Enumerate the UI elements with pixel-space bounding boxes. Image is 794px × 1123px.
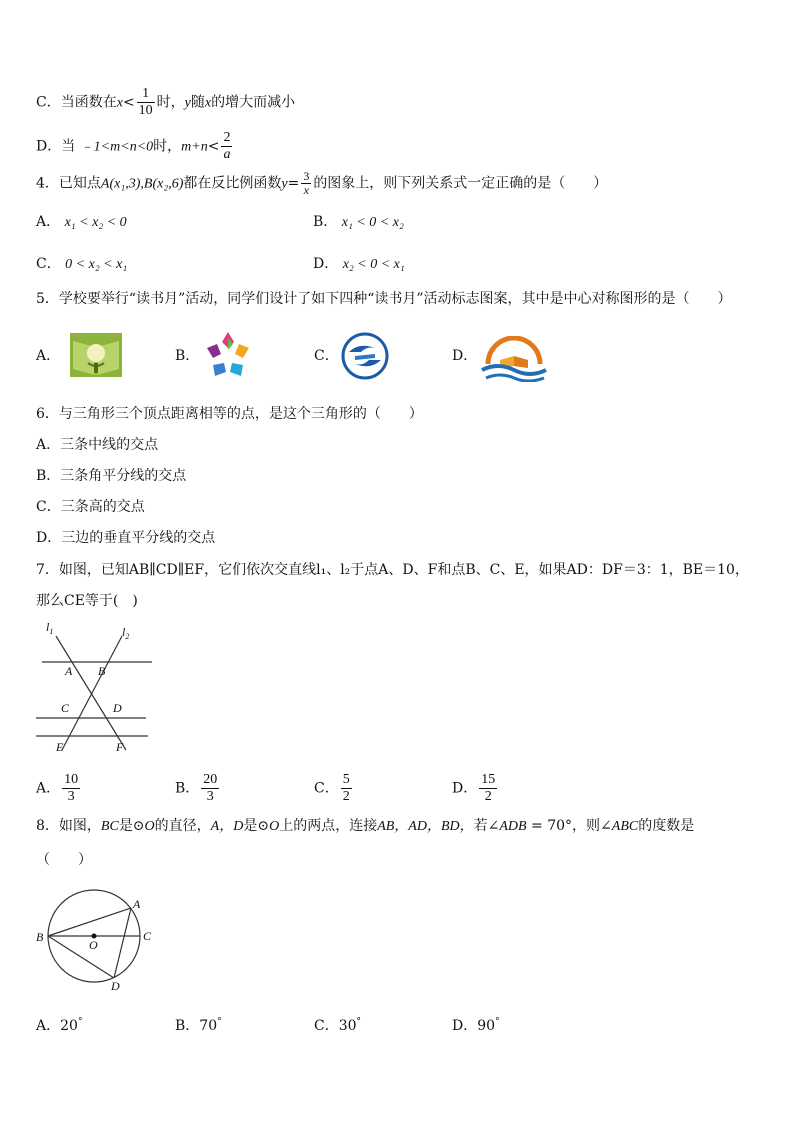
denominator: a (223, 147, 231, 162)
text: 8．如图， (36, 818, 101, 834)
option-label: A． (36, 1018, 61, 1034)
q6-option-b: B．三条角平分线的交点 (36, 468, 187, 484)
option-text: 0 < x₂ < x₁ (65, 257, 128, 272)
numerator: 3 (303, 169, 310, 183)
text: 若∠ (473, 818, 500, 834)
q8-option-b (175, 1012, 222, 1036)
point-b: B (143, 176, 153, 192)
fraction (301, 170, 311, 197)
q8-option-d (452, 1012, 500, 1036)
fraction (479, 772, 497, 805)
segment-bc: BC (100, 819, 119, 834)
q7-option-a (36, 772, 82, 805)
text: 的增大而减小 (211, 94, 296, 111)
label-o: O (89, 938, 98, 952)
segments: AB，AD，BD， (377, 819, 474, 834)
var-y: y (281, 176, 288, 192)
label-l1: $l_1$ (46, 620, 54, 636)
numerator: 5 (342, 772, 350, 787)
text: 4．已知点 (36, 175, 101, 192)
label-l2: $l_2$ (122, 625, 130, 641)
text: 的度数是 (638, 818, 695, 834)
text: 时， (153, 138, 182, 155)
logo-d-book-waves (480, 336, 548, 382)
q7-stem-cont: 那么CE等于( ) (36, 593, 138, 609)
q8-figure (34, 886, 158, 996)
segment-ab (48, 908, 131, 936)
q6-option-a: A．三条中线的交点 (36, 437, 159, 453)
q4-stem (36, 170, 607, 197)
point-a: A (100, 176, 110, 192)
points-ad: A，D (210, 819, 244, 834)
option-value: 20 (60, 1018, 78, 1034)
numerator: 2 (223, 130, 231, 145)
q5-stem: 5．学校要举行“读书月”活动，同学们设计了如下四种“读书月”活动标志图案，其中是中心对称图形的是（ ） (36, 291, 732, 307)
q8-option-a (36, 1012, 82, 1036)
coords: (x₁,3), (109, 176, 144, 192)
option-label: B． (175, 780, 200, 797)
q5-option-d-label: D． (452, 348, 478, 364)
option-label: C． (36, 256, 61, 272)
angle-adb: ADB (499, 819, 527, 834)
q8-stem (36, 816, 694, 837)
q3-option-d (36, 130, 234, 163)
less-than: < (207, 138, 220, 155)
option-label: D． (452, 780, 478, 797)
q3-option-c (36, 86, 295, 119)
equals: = (287, 175, 300, 192)
line-l2 (62, 636, 122, 750)
segment-ad (114, 908, 131, 978)
text: 是⊙ (118, 818, 145, 834)
fraction (221, 130, 232, 163)
q5-option-b-label: B． (175, 348, 200, 364)
q6-option-c: C．三条高的交点 (36, 499, 145, 515)
degree: ° (356, 1017, 362, 1027)
q7-option-c (314, 772, 354, 805)
q8-option-c (314, 1012, 361, 1036)
coords: (x₂,6) (152, 176, 184, 192)
option-text: x₁ < x₂ < 0 (64, 215, 127, 230)
q4-option-c (36, 254, 127, 275)
numerator: 10 (64, 772, 79, 787)
text: 时， (156, 94, 185, 111)
q7-stem: 7．如图，已知AB∥CD∥EF，它们依次交直线l₁、l₂于点A、D、F和点B、C、E，如果AD：DF＝3：1，BE＝10， (36, 562, 749, 578)
q7-figure (34, 618, 156, 756)
option-value: 30 (338, 1018, 357, 1034)
var-x: x (116, 95, 123, 111)
label-f: F (116, 740, 124, 754)
logo-a-book-sun (70, 333, 122, 377)
less-than: < (122, 94, 135, 111)
point-o: O (144, 819, 155, 834)
q4-option-d (313, 254, 405, 275)
option-value: 70 (199, 1018, 218, 1034)
label-e: E (56, 740, 64, 754)
text: 的直径， (154, 818, 211, 834)
q8-stem-cont: （ ） (36, 852, 92, 868)
q6-stem: 6．与三角形三个顶点距离相等的点，是这个三角形的（ ） (36, 406, 423, 422)
q4-option-a (36, 212, 127, 233)
q5-option-c-label: C． (314, 348, 339, 364)
degree: ° (495, 1017, 500, 1027)
option-label: D．当 (36, 138, 76, 155)
denominator: 3 (67, 789, 75, 804)
denominator: 3 (206, 789, 214, 804)
numerator: 1 (137, 86, 155, 103)
angle-abc: ABC (611, 819, 639, 834)
q5-option-a-label: A． (36, 348, 61, 364)
line-l1 (56, 636, 126, 750)
logo-c-circle-hands (341, 332, 389, 380)
label-b: B (98, 664, 106, 678)
numerator: 20 (203, 772, 218, 787)
option-label: C． (314, 1018, 339, 1034)
q4-option-b (313, 212, 404, 233)
degree: ° (217, 1017, 222, 1027)
range: ﹣1<m<n<0 (79, 139, 154, 155)
text: 都在反比例函数 (183, 175, 282, 192)
fraction (137, 86, 155, 119)
denominator: 2 (484, 789, 492, 804)
option-label: A． (36, 214, 61, 230)
option-label: B． (313, 214, 338, 230)
logo-b-star-books (203, 330, 253, 380)
text: 上的两点，连接 (279, 818, 378, 834)
text: = 70°，则∠ (526, 818, 612, 834)
fraction (62, 772, 80, 805)
option-value: 90 (477, 1018, 496, 1034)
option-text: x₁ < 0 < x₂ (341, 215, 404, 230)
label-d: D (113, 701, 122, 715)
var-x: x (204, 95, 212, 111)
label-c: C (61, 701, 70, 715)
denominator: x (303, 183, 309, 197)
text: 是⊙ (243, 818, 270, 834)
text: 的图象上，则下列关系式一定正确的是（ ） (313, 175, 608, 192)
label-b: B (36, 930, 44, 944)
denominator: 10 (138, 103, 153, 118)
option-label: A． (36, 780, 61, 797)
q7-option-b (175, 772, 221, 805)
point-o: O (269, 819, 280, 834)
expr: m+n (181, 139, 208, 155)
fraction (201, 772, 219, 805)
label-a: A (65, 664, 73, 678)
option-label: C．当函数在 (36, 94, 117, 111)
segment-bd (48, 936, 114, 978)
option-label: C． (314, 780, 339, 797)
option-label: D． (452, 1018, 478, 1034)
q7-option-d (452, 772, 499, 805)
text: 随 (190, 94, 205, 111)
option-label: D． (313, 256, 339, 272)
option-label: B． (175, 1018, 200, 1034)
option-text: x₂ < 0 < x₁ (342, 257, 405, 272)
denominator: 2 (342, 789, 350, 804)
fraction (341, 772, 352, 805)
degree: ° (77, 1017, 83, 1027)
label-c: C (143, 929, 152, 943)
label-a: A (133, 897, 141, 911)
var-y: y (184, 95, 191, 111)
label-d: D (111, 979, 120, 993)
numerator: 15 (481, 772, 496, 787)
q6-option-d: D．三边的垂直平分线的交点 (36, 530, 216, 546)
